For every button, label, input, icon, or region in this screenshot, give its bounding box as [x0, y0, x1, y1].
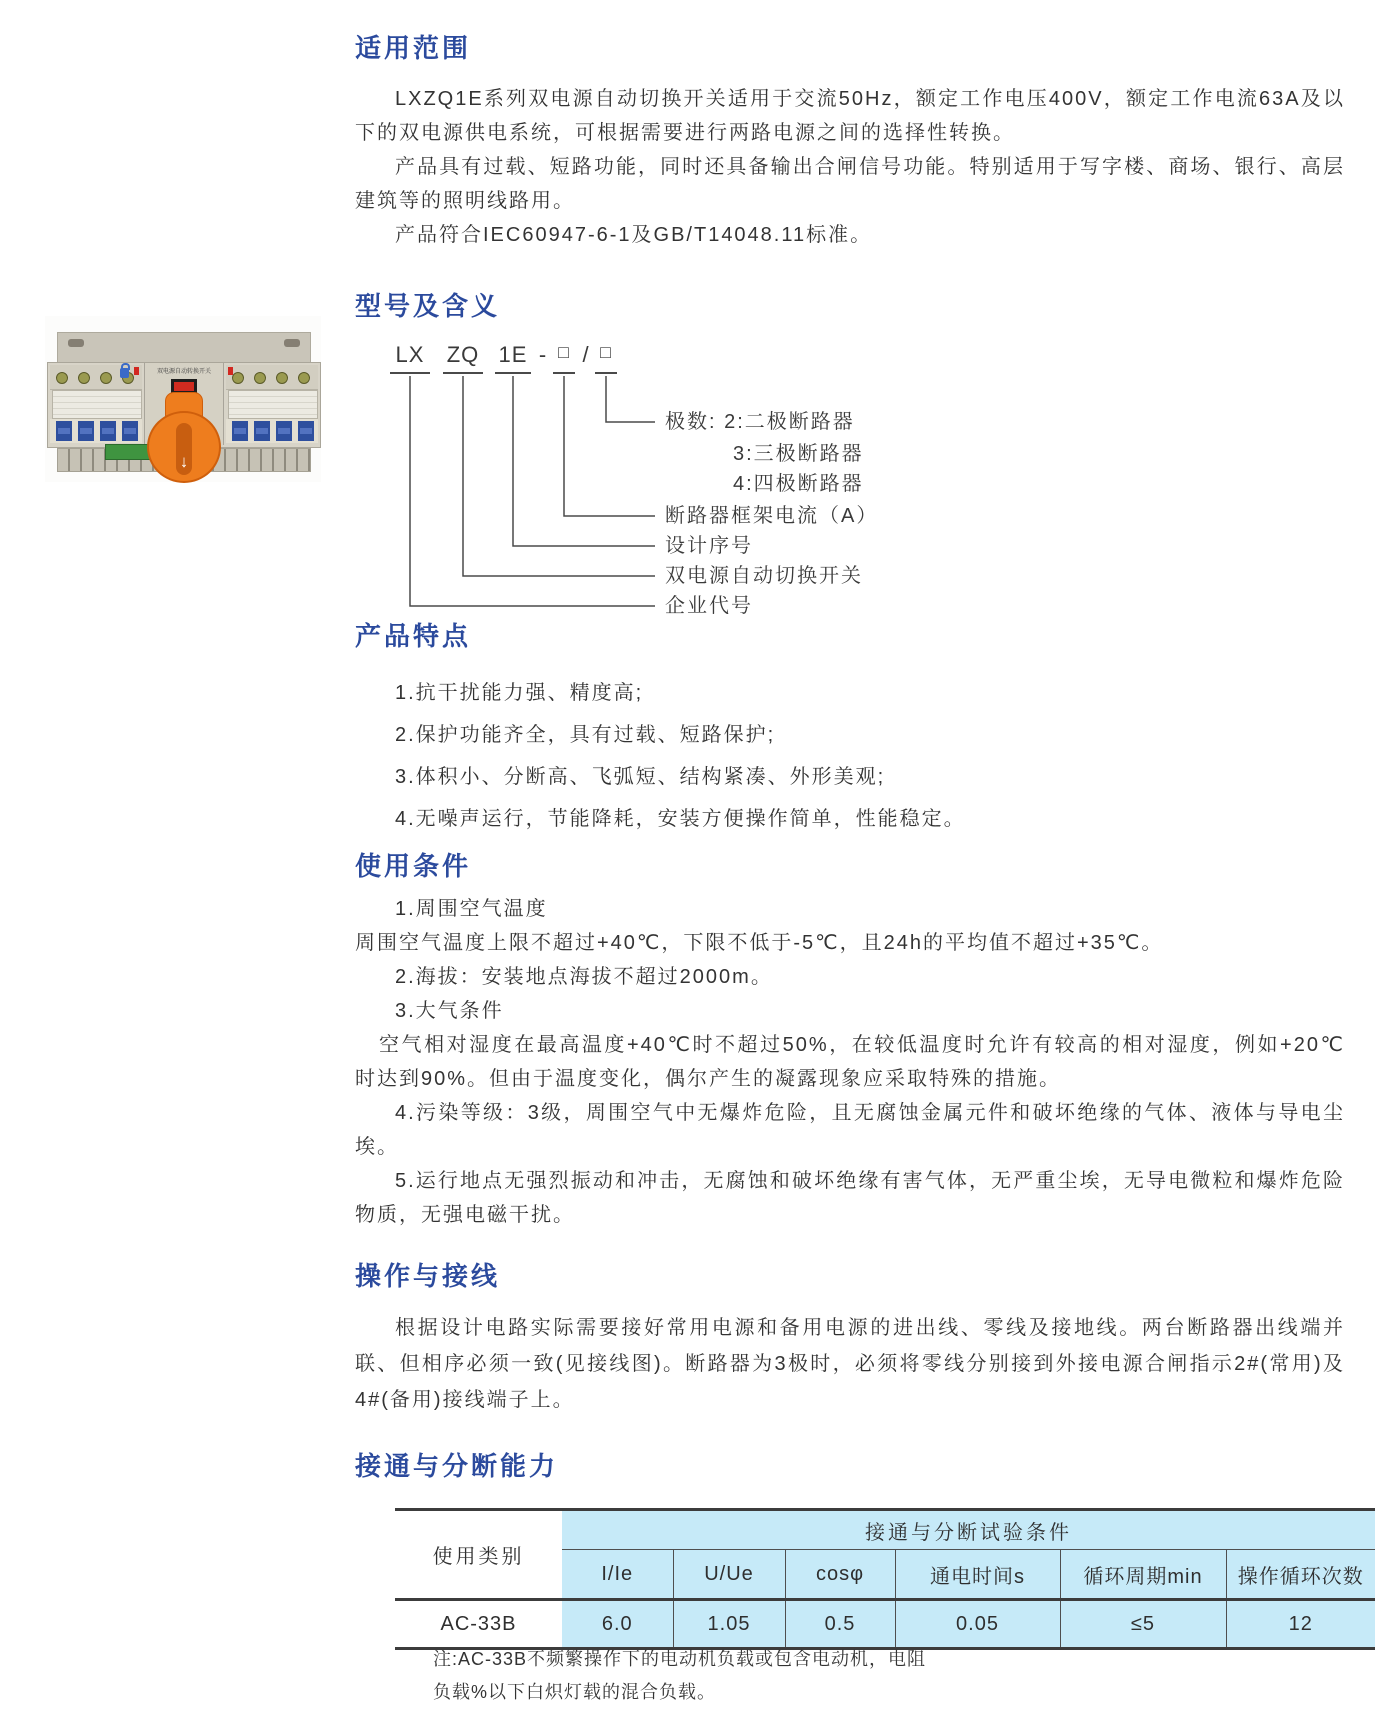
table-column-header: cosφ: [785, 1550, 895, 1600]
terminal-screw: [78, 372, 90, 384]
model-label-design-serial: 设计序号: [665, 535, 753, 557]
table-cell: 12: [1226, 1600, 1375, 1649]
table-category-header: 使用类别: [395, 1510, 562, 1600]
model-label-poles-4: 4:四极断路器: [733, 473, 864, 495]
toggle-row: [226, 419, 318, 443]
breaker-toggle: [276, 421, 292, 441]
table-cell: 0.05: [895, 1600, 1060, 1649]
model-code-segment-lx: LX: [390, 342, 430, 374]
features-heading: 产品特点: [355, 621, 472, 651]
padlock-icon: [120, 368, 129, 378]
table-column-header: U/Ue: [673, 1550, 785, 1600]
breaker-toggle: [254, 421, 270, 441]
table-cell: 0.5: [785, 1600, 895, 1649]
table-note-line: 负载%以下白炽灯载的混合负载。: [433, 1682, 717, 1702]
condition-paragraph: 5.运行地点无强烈振动和冲击，无腐蚀和破坏绝缘有害气体，无严重尘埃，无导电微粒和爆炸危险物质，无强电磁干扰。: [355, 1170, 1345, 1226]
table-column-header: 操作循环次数: [1226, 1550, 1375, 1600]
breaker-toggle: [298, 421, 314, 441]
table-cell: ≤5: [1060, 1600, 1226, 1649]
down-arrow-icon: ↓: [179, 452, 189, 471]
model-label-switch-type: 双电源自动切换开关: [665, 565, 863, 587]
conditions-paragraphs: [355, 892, 1345, 1232]
condition-paragraph: 3.大气条件: [395, 1000, 504, 1022]
breaker-label-window: [52, 390, 142, 419]
table-note-line: 注:AC-33B不频繁操作下的电动机负载或包含电动机，电阻: [433, 1649, 927, 1669]
left-breaker-bank: [50, 365, 142, 443]
model-code-segment-1e: 1E: [495, 342, 531, 374]
model-label-poles: 极数: 2:二极断路器: [665, 411, 855, 433]
capacity-table-wrap: [395, 1508, 1375, 1650]
breaker-toggle: [56, 421, 72, 441]
operation-heading: 操作与接线: [355, 1261, 501, 1291]
model-heading: 型号及含义: [355, 291, 501, 321]
terminal-screw: [298, 372, 310, 384]
scope-paragraph: 产品符合IEC60947-6-1及GB/T14048.11标准。: [395, 224, 873, 246]
model-code-segment-zq: ZQ: [443, 342, 483, 374]
terminal-screw: [276, 372, 288, 384]
model-code-dash: -: [538, 342, 548, 367]
indicator-dot: [228, 367, 233, 375]
model-label-company-code: 企业代号: [665, 595, 753, 617]
terminal-screw: [232, 372, 244, 384]
breaker-toggle: [100, 421, 116, 441]
table-cell: 6.0: [562, 1600, 673, 1649]
features-list: [355, 672, 1345, 840]
terminal-screw: [56, 372, 68, 384]
indicator-dot: [134, 367, 139, 375]
table-note: [433, 1643, 953, 1709]
terminal-row: [226, 365, 318, 390]
feature-item: 1.抗干扰能力强、精度高;: [395, 682, 644, 704]
rotary-handle-knob: [147, 411, 221, 483]
conditions-heading: 使用条件: [355, 851, 472, 881]
table-cell-category: AC-33B: [440, 1612, 517, 1635]
breaker-label-window: [228, 390, 318, 419]
condition-paragraph: 1.周围空气温度: [395, 898, 548, 920]
mounting-hole: [284, 339, 300, 347]
green-terminal-block: [105, 444, 153, 460]
model-code-diagram: [355, 342, 1345, 642]
table-row: [395, 1600, 1375, 1649]
table-column-header: 通电时间s: [895, 1550, 1060, 1600]
feature-item: 2.保护功能齐全，具有过载、短路保护;: [395, 724, 776, 746]
table-span-header: 接通与分断试验条件: [562, 1510, 1375, 1550]
condition-paragraph: 4.污染等级：3级，周围空气中无爆炸危险，且无腐蚀金属元件和破坏绝缘的气体、液体与导电尘埃。: [355, 1102, 1345, 1158]
product-photo: [45, 316, 321, 482]
scope-paragraphs: [355, 82, 1345, 252]
module-nameplate: 双电源自动转换开关: [156, 369, 211, 375]
terminal-row: [50, 365, 142, 390]
operation-paragraph: 根据设计电路实际需要接好常用电源和备用电源的进出线、零线及接地线。两台断路器出线端并联、但相序必须一致(见接线图)。断路器为3极时，必须将零线分别接到外接电源合闸指示2#(常用)及4#(备用)接线端子上。: [355, 1317, 1345, 1411]
terminal-screw: [254, 372, 266, 384]
table-cell: 1.05: [673, 1600, 785, 1649]
mounting-hole: [68, 339, 84, 347]
breaker-toggle: [78, 421, 94, 441]
condition-paragraph: 2.海拔：安装地点海拔不超过2000m。: [395, 966, 773, 988]
toggle-row: [50, 419, 142, 443]
model-code-slash: /: [582, 342, 590, 367]
model-code-placeholder-box: □: [553, 342, 575, 374]
breaker-toggle: [232, 421, 248, 441]
table-column-header: I/Ie: [562, 1550, 673, 1600]
model-code-placeholder-box: □: [595, 342, 617, 374]
breaker-toggle: [122, 421, 138, 441]
feature-item: 3.体积小、分断高、飞弧短、结构紧凑、外形美观;: [395, 766, 886, 788]
condition-paragraph: 空气相对湿度在最高温度+40℃时不超过50%，在较低温度时允许有较高的相对湿度，例如+20℃时达到90%。但由于温度变化，偶尔产生的凝露现象应采取特殊的措施。: [355, 1034, 1345, 1090]
feature-item: 4.无噪声运行，节能降耗，安装方便操作简单，性能稳定。: [395, 808, 966, 830]
capacity-heading: 接通与分断能力: [355, 1451, 559, 1481]
scope-paragraph: LXZQ1E系列双电源自动切换开关适用于交流50Hz，额定工作电压400V，额定工作电流63A及以下的双电源供电系统，可根据需要进行两路电源之间的选择性转换。: [355, 88, 1345, 144]
table-column-header: 循环周期min: [1060, 1550, 1226, 1600]
condition-paragraph: 周围空气温度上限不超过+40℃，下限不低于-5℃，且24h的平均值不超过+35℃。: [355, 932, 1164, 954]
terminal-screw: [100, 372, 112, 384]
scope-paragraph: 产品具有过载、短路功能，同时还具备输出合闸信号功能。特别适用于写字楼、商场、银行、高层建筑等的照明线路用。: [355, 156, 1345, 212]
knob-groove: [176, 423, 192, 475]
model-label-frame-current: 断路器框架电流（A）: [665, 505, 879, 527]
operation-body: [355, 1310, 1345, 1418]
capacity-table: [395, 1508, 1375, 1650]
scope-heading: 适用范围: [355, 33, 472, 63]
model-label-poles-3: 3:三极断路器: [733, 443, 864, 465]
right-breaker-bank: [226, 365, 318, 443]
